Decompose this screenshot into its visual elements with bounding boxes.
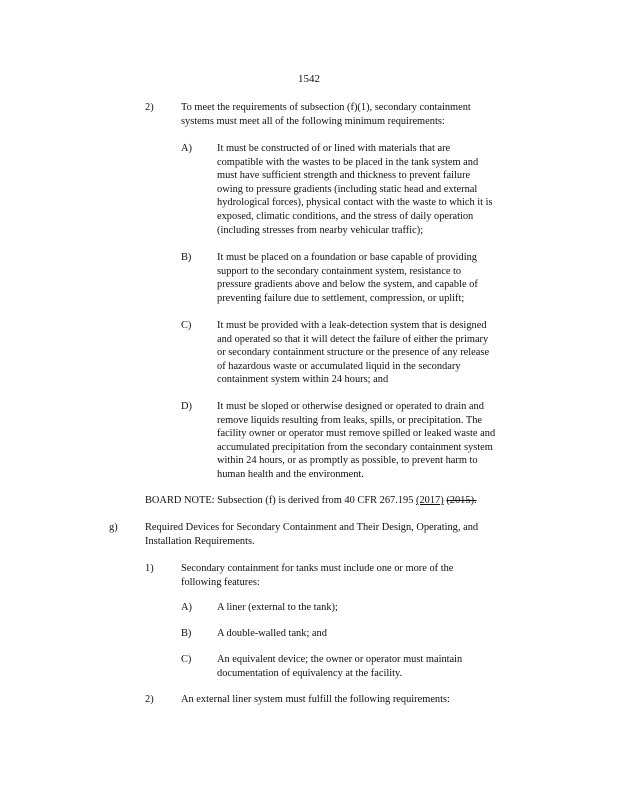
text-line: must have sufficient strength and thickness to prevent failure [217,170,471,182]
item-text [217,251,539,305]
item-label: A) [181,602,192,613]
text-line: It must be placed on a foundation or base capable of providing [217,252,477,263]
text-line: It must be sloped or otherwise designed or operated to drain and [217,401,484,412]
item-text [217,400,539,482]
text-line: systems must meet all of the following minimum requirements: [181,115,445,127]
text-line: An equivalent device; the owner or operator must maintain [217,654,463,665]
item-label: C) [181,654,192,665]
text-line: hydrological forces), physical contact with the waste to which it is [217,197,493,209]
text-line: containment system within 24 hours; and [217,374,389,386]
item-text [145,521,527,548]
text-line: (including stresses from nearby vehicular traffic); [217,224,424,236]
text-line: Required Devices for Secondary Containment and Their Design, Operating, and [145,522,479,533]
item-label: B) [181,252,192,263]
item-label: D) [181,401,192,412]
item-label: 2) [145,694,154,705]
text-line: accumulated precipitation from the secondary containment system [217,441,493,453]
item-label: A) [181,143,192,154]
board-note-text: BOARD NOTE: Subsection (f) is derived from 40 CFR 267.195 [145,495,417,506]
item-label: B) [181,628,192,639]
item-text [217,627,539,641]
item-text [217,601,539,615]
text-line: Secondary containment for tanks must include one or more of the [181,563,454,574]
text-line: documentation of equivalency at the facility. [217,667,403,679]
text-line: within 24 hours, or as promptly as possible, to prevent harm to [217,455,478,467]
text-line: owing to pressure gradients (including static head and external [217,183,478,195]
text-line: following features: [181,576,260,588]
text-line: A double-walled tank; and [217,628,327,639]
text-line: facility owner or operator must remove spilled or leaked waste and [217,428,496,440]
page-number: 1542 [298,73,320,85]
board-note-deleted: (2015) [446,495,475,506]
item-label: g) [109,522,118,533]
text-line: or secondary containment structure or the presence of any release [217,347,490,359]
item-label: C) [181,320,192,331]
text-line: human health and the environment. [217,468,364,480]
text-line: It must be provided with a leak-detection system that is designed [217,320,487,331]
item-text [181,562,501,589]
text-line: An external liner system must fulfill the following requirements: [181,694,450,705]
text-line: remove liquids resulting from leaks, spills, or precipitation. The [217,414,483,426]
item-text [181,101,501,128]
text-line: It must be constructed of or lined with materials that are [217,143,451,154]
text-line: compatible with the wastes to be placed in the tank system and [217,156,479,168]
text-line: To meet the requirements of subsection (f)(1), secondary containment [181,102,471,113]
board-note-added: (2017) [416,495,444,506]
text-line: Installation Requirements. [145,535,255,547]
text-line: of hazardous waste or accumulated liquid in the secondary [217,360,461,372]
text-line: support to the secondary containment system, resistance to [217,265,462,277]
item-text [217,653,539,680]
item-label: 1) [145,563,154,574]
text-line: preventing failure due to settlement, compression, or uplift; [217,292,465,304]
text-line: and operated so that it will detect the failure of either the primary [217,333,489,345]
text-line: exposed, climatic conditions, and the stress of daily operation [217,210,474,222]
board-note-end: . [474,495,477,506]
item-text [217,319,539,387]
board-note [145,494,477,508]
text-line: pressure gradients above and below the system, and capable of [217,279,478,291]
text-line: A liner (external to the tank); [217,602,338,613]
item-text [181,693,501,707]
item-text [217,142,539,237]
item-label: 2) [145,102,154,113]
